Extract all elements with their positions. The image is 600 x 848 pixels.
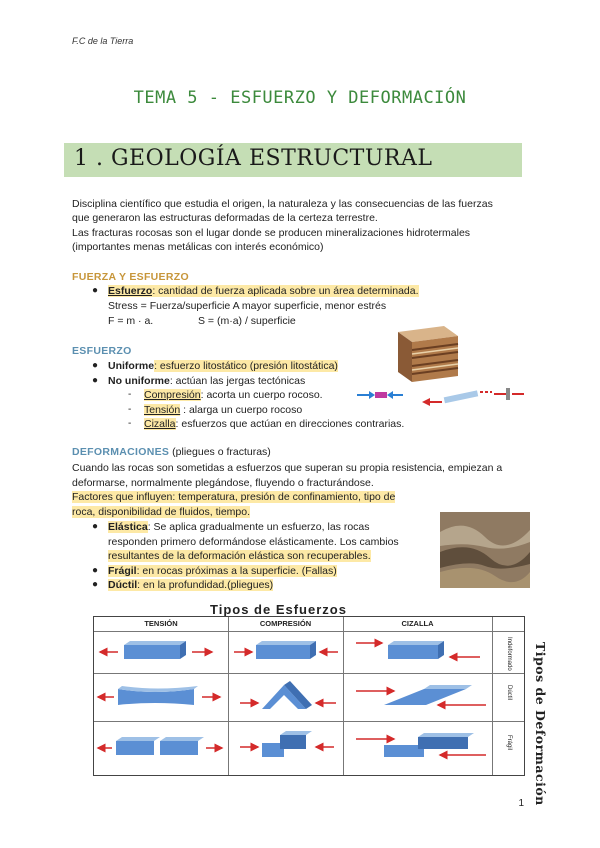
ductil-def: : en la profundidad.(pliegues) <box>137 579 274 591</box>
elastica-term: Elástica <box>108 521 148 533</box>
nouniforme-term: No uniforme <box>108 375 170 387</box>
tension-ductile <box>98 686 220 705</box>
uniforme-def: : esfuerzo litostático (presión litostática) <box>154 360 338 372</box>
stress-table <box>93 616 525 776</box>
intro-line-4: (importantes menas metálicas con interés económico) <box>72 241 324 253</box>
formula-1: F = m · a. <box>108 315 154 327</box>
deformaciones-heading-line <box>72 446 271 458</box>
shear-undeformed <box>356 641 480 659</box>
deformaciones-p1: Cuando las rocas son sometidas a esfuerzos que superan su propia resistencia, empiezan a <box>72 462 503 474</box>
side-title: Tipos de Deformación <box>533 642 548 806</box>
folded-rock-photo <box>440 512 530 588</box>
dash-icon: - <box>128 389 132 400</box>
elastica-def-1: : Se aplica gradualmente un esfuerzo, las rocas <box>147 521 370 533</box>
type-compresion <box>144 388 323 403</box>
row-label-ductil: Dúctil <box>506 685 512 701</box>
deformaciones-note: (pliegues o fracturas) <box>169 446 271 458</box>
intro-line-3: Las fracturas rocosas son el lugar donde se producen mineralizaciones hidrotermales <box>72 227 471 239</box>
cizalla-def: : esfuerzos que actúan en direcciones contrarias. <box>175 418 405 430</box>
type-cizalla <box>144 417 404 432</box>
tension-term: Tensión <box>144 404 181 416</box>
tension-brittle <box>98 737 222 755</box>
factors-text-1: Factores que influyen: temperatura, presión de confinamiento, tipo de <box>72 491 396 503</box>
elastica-line-3 <box>108 549 371 564</box>
document-title: TEMA 5 - ESFUERZO Y DEFORMACIÓN <box>133 88 467 108</box>
bullet-icon: ● <box>92 285 99 296</box>
nouniforme-def: : actúan las jergas tectónicas <box>169 375 306 387</box>
factors-text-2: roca, disponibilidad de fluidos, tiempo. <box>72 506 251 518</box>
compresion-def: : acorta un cuerpo rocoso. <box>200 389 323 401</box>
tension-undeformed <box>100 641 212 659</box>
page-number: 1 <box>518 798 524 809</box>
uniforme-item <box>108 359 338 374</box>
compression-ductile <box>240 681 336 709</box>
shear-ductile <box>356 685 486 705</box>
tension-shear-arrows-icon <box>420 378 530 408</box>
fuerza-heading: FUERZA Y ESFUERZO <box>72 271 189 283</box>
bullet-icon: ● <box>92 360 99 371</box>
tension-def: : alarga un cuerpo rocoso <box>180 404 303 416</box>
deformaciones-p2: deformarse, normalmente plegándose, fluyendo o fracturándose. <box>72 477 374 489</box>
row-label-indeformado: Indeformado <box>506 637 512 671</box>
bullet-icon: ● <box>92 375 99 386</box>
fragil-item <box>108 564 337 579</box>
col-header-cizalla: CIZALLA <box>401 619 434 628</box>
esfuerzo-heading: ESFUERZO <box>72 345 132 357</box>
bullet-icon: ● <box>92 579 99 590</box>
fragil-def: : en rocas próximas a la superficie. (Fallas) <box>136 565 337 577</box>
compression-brittle <box>240 731 334 757</box>
esfuerzo-definition <box>108 284 419 299</box>
rock-block-illustration <box>392 322 462 384</box>
elastica-item <box>108 520 370 535</box>
stress-line: Stress = Fuerza/superficie A mayor superficie, menor estrés <box>108 300 387 312</box>
factors-line-2 <box>72 505 250 520</box>
type-tension <box>144 403 302 418</box>
compression-arrows-icon <box>355 384 405 406</box>
dash-icon: - <box>128 418 132 429</box>
deformaciones-heading: DEFORMACIONES <box>72 446 170 458</box>
uniforme-term: Uniforme <box>108 360 155 372</box>
section-heading: 1 . GEOLOGÍA ESTRUCTURAL <box>74 146 433 171</box>
cizalla-term: Cizalla <box>144 418 176 430</box>
compression-undeformed <box>234 641 338 659</box>
dash-icon: - <box>128 404 132 415</box>
bullet-icon: ● <box>92 565 99 576</box>
ductil-term: Dúctil <box>108 579 138 591</box>
header-note: F.C de la Tierra <box>72 36 134 46</box>
elastica-def-2: responden primero deformándose elásticamente. Los cambios <box>108 536 399 548</box>
deformation-illustrations <box>94 617 492 775</box>
esfuerzo-term: Esfuerzo <box>108 285 153 297</box>
formula-2: S = (m·a) / superficie <box>198 315 296 327</box>
elastica-def-3: resultantes de la deformación elástica son recuperables. <box>108 550 371 562</box>
ductil-item <box>108 578 273 593</box>
row-label-fragil: Frágil <box>506 735 512 751</box>
col-header-tension: TENSIÓN <box>144 619 178 628</box>
compresion-term: Compresión <box>144 389 201 401</box>
nouniforme-item <box>108 374 305 389</box>
intro-line-1: Disciplina científico que estudia el origen, la naturaleza y las consecuencias de las fuerzas <box>72 198 493 210</box>
col-header-compresion: COMPRESIÓN <box>259 619 312 628</box>
bullet-icon: ● <box>92 521 99 532</box>
esfuerzo-def: : cantidad de fuerza aplicada sobre un área determinada. <box>152 285 419 297</box>
intro-line-2: que generaron las estructuras deformadas de la certeza terrestre. <box>72 212 378 224</box>
table-title: Tipos de Esfuerzos <box>210 602 347 617</box>
col-divider <box>492 617 493 775</box>
fragil-term: Frágil <box>108 565 137 577</box>
shear-brittle <box>356 733 486 757</box>
factors-line-1 <box>72 490 395 505</box>
elastica-line-2 <box>108 535 399 550</box>
